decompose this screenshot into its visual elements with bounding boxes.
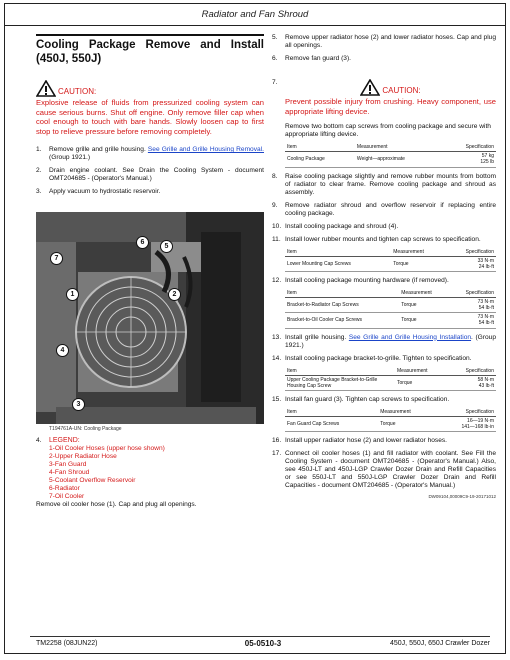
caution-head-2 [285,79,496,96]
col-header: Item [285,367,395,376]
section-title: Cooling Package Remove and Install (450J, 550J) [36,34,264,66]
step-15 [272,396,496,404]
caution-text: Prevent possible injury from crushing. Heavy component, use appropriate lifting device. [285,97,496,116]
table-row [285,313,496,328]
step-13 [272,334,496,350]
callout-3: 3 [72,398,85,411]
table-row [285,417,496,432]
header-title: Radiator and Fan Shroud [201,9,309,20]
footer-model: 450J, 550J, 650J Crawler Dozer [390,640,490,647]
col-header: Specification [435,408,496,417]
step-12 [272,277,496,285]
step-5 [272,34,496,50]
cell: Cooling Package [285,152,355,167]
caution-text: Explosive release of fluids from pressurized cooling system can cause serious burns. Shut off engine. Only remove filler cap when cool enough to touch with bare hands. Slowly loosen cap to first stop to relieve pressure before removing completely. [36,98,264,136]
legend-title: LEGEND: [49,436,80,444]
step-text: Remove radiator shroud and overflow reservoir if replacing entire cooling package. [285,201,496,217]
spec-table-mounting-hardware [285,289,496,328]
step-text: Install cooling package and shroud (4). [285,222,399,230]
legend-item: 7-Oil Cooler [49,493,85,501]
step-number: 5. [272,34,278,41]
cell: Torque [399,298,449,313]
spec-value: 57 kg [481,153,494,160]
col-header: Measurement [355,143,442,152]
spec-value: 54 lb·ft [478,305,494,312]
cell [435,417,496,432]
cell: Bracket-to-Oil Cooler Cap Screws [285,313,399,328]
step-text: Install upper radiator hose (2) and lower radiator hoses. [285,437,448,445]
step-number: 17. [272,450,282,458]
caution-block-1 [36,80,264,136]
col-header: Measurement [378,408,435,417]
cell [445,256,496,271]
col-header: Specification [445,248,496,257]
step-16 [272,437,496,445]
cell: Lower Mounting Cap Screws [285,256,391,271]
step-text: Raise cooling package slightly and remove rubber mounts from bottom of radiator to clear frame. Remove cooling package and shroud as assembly. [285,172,496,196]
callout-5: 5 [160,240,173,253]
step-text: Drain engine coolant. See Drain the Cooling System - document OMT204685 - (Operator's Manual.) [49,167,264,183]
spec-value: 24 lb·ft [478,263,494,270]
step-number: 6. [272,55,278,63]
step-1 [36,146,264,162]
table-row [285,152,496,167]
step-text: Install cooling package mounting hardware (if removed). [285,277,449,285]
cell [442,152,496,167]
step-text [49,146,264,162]
cell: Torque [395,375,447,390]
step-number: 12. [272,277,282,285]
table-row [285,298,496,313]
cell: Torque [391,256,445,271]
step-text: Connect oil cooler hoses (1) and fill radiator with coolant. See Fill the Cooling System - document OMT204685 - (Operator's Manual.) Also, see 450J-LT and 450J-LGP Crawler Dozer Drain and Refill Capacities or see 550J-LT and 550J-LGP Crawler Dozer Drain and Refill Capacities - document OMT204685 - (Operator's Manual.) [285,450,496,490]
caution-head [36,80,264,97]
left-column [36,34,264,509]
col-header: Item [285,289,399,298]
cell: Torque [378,417,435,432]
callout-6: 6 [136,236,149,249]
step-10 [272,223,496,231]
spec-value: 16—19 N·m [467,418,494,425]
cell: Bracket-to-Radiator Cap Screws [285,298,399,313]
step-number: 8. [272,172,278,180]
step-text: Install lower rubber mounts and tighten cap screws to specification. [285,235,481,243]
caution-label: CAUTION: [58,87,97,97]
step-number: 14. [272,354,282,362]
legend-item: 5-Coolant Overflow Reservoir [49,477,136,485]
step-4-body [49,437,264,502]
cell: Fan Guard Cap Screws [285,417,378,432]
step-number: 10. [272,222,282,230]
right-column [272,34,496,500]
step-text-part: (Group 1921.) [49,154,91,162]
step-number: 13. [272,333,282,341]
step-7-body [285,79,496,116]
footer-tm-number: TM2258 (08JUN22) [36,640,98,647]
step-list-left [36,146,264,196]
col-header: Measurement [399,289,449,298]
callout-4: 4 [56,344,69,357]
step-text-part: Remove grille and grille housing. [49,146,148,154]
spec-value: 43 lb·ft [478,382,494,389]
step-text: Install cooling package bracket-to-grille. Tighten to specification. [285,354,472,362]
caution-label: CAUTION: [382,86,421,96]
legend-item: 3-Fan Guard [49,461,87,469]
grille-installation-link[interactable]: See Grille and Grille Housing Installation [348,333,472,341]
step-4-text: Remove oil cooler hose (1). Cap and plug all openings. [36,501,197,509]
legend-list [49,445,264,501]
legend-item: 4-Fan Shroud [49,469,90,477]
step-7-text: Remove two bottom cap screws from cooling package and secure with appropriate lifting device. [285,123,491,139]
legend-item: 1-Oil Cooler Hoses (upper hose shown) [49,445,165,453]
step-number: 7. [272,79,278,87]
spec-value: 73 N·m [477,299,494,306]
spec-table-cooling-weight [285,143,496,167]
step-7 [272,79,496,116]
cell: Weight—approximate [355,152,442,167]
warning-triangle-icon [36,80,56,97]
step-14 [272,355,496,363]
step-text [285,334,496,350]
spec-value: 58 N·m [477,376,494,383]
cell [449,298,496,313]
step-6 [272,55,496,63]
step-text-part: . (Group 1921.) [285,333,496,349]
step-text: Install fan guard (3). Tighten cap screws to specification. [285,395,450,403]
step-3 [36,188,264,196]
step-9 [272,202,496,218]
cell: Torque [399,313,449,328]
table-row [285,375,496,390]
cell [449,313,496,328]
step-number: 4. [36,436,42,444]
cooling-package-illustration [36,212,264,424]
col-header: Item [285,408,378,417]
spec-value: 125 lb [480,159,494,166]
step-number: 3. [36,188,42,196]
legend-item: 2-Upper Radiator Hose [49,453,117,461]
warning-triangle-icon [360,79,380,96]
legend-item: 6-Radiator [49,485,80,493]
step-text-part: Install grille housing. [285,333,349,341]
step-text: Remove upper radiator hose (2) and lower radiator hoses. Cap and plug all openings. [285,34,496,50]
col-header: Specification [449,289,496,298]
col-header: Specification [442,143,496,152]
step-number: 16. [272,437,282,445]
callout-2: 2 [168,288,181,301]
step-2 [36,167,264,183]
step-number: 1. [36,146,42,154]
step-8 [272,173,496,197]
footer-rule [30,636,490,637]
grille-removal-link[interactable]: See Grille and Grille Housing Removal. [147,146,264,154]
step-text: Apply vacuum to hydrostatic reservoir. [49,188,161,196]
page-header [4,3,506,26]
callout-1: 1 [66,288,79,301]
step-number: 15. [272,395,282,403]
spec-value: 54 lb·ft [478,320,494,327]
figure-caption: T194761A-UN: Cooling Package [49,426,122,433]
spec-value: 141—168 lb·in [461,424,494,431]
col-header: Measurement [391,248,445,257]
callout-7: 7 [50,252,63,265]
step-4 [36,437,264,502]
col-header: Specification [447,367,496,376]
cell: Upper Cooling Package Bracket-to-Grille Housing Cap Screw [285,375,395,390]
spec-value: 73 N·m [477,314,494,321]
spec-table-bracket-to-grille [285,367,496,391]
col-header: Item [285,143,355,152]
step-number: 9. [272,201,278,209]
cooling-package-photo [36,212,264,424]
spec-table-fan-guard [285,408,496,432]
spec-value: 33 N·m [477,257,494,264]
step-text: Remove fan guard (3). [285,55,351,63]
step-number: 11. [272,235,281,243]
step-17 [272,450,496,490]
col-header: Measurement [395,367,447,376]
spec-table-lower-mount [285,248,496,272]
step-11 [272,236,496,244]
col-header: Item [285,248,391,257]
document-id: DW09104,00009C9-19-20171012 [428,494,496,500]
cell [447,375,496,390]
step-number: 2. [36,167,42,175]
footer-page-number: 05-0510-3 [244,639,282,648]
table-row [285,256,496,271]
